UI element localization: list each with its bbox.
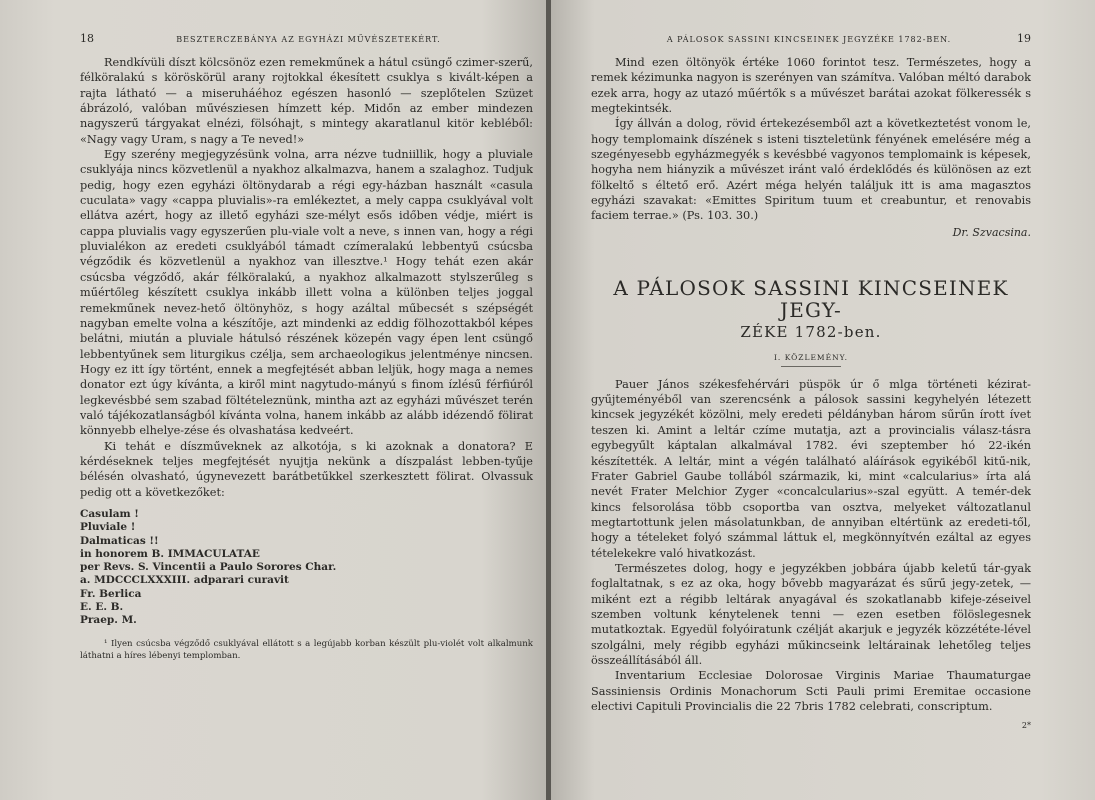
article-title-line-2: ZÉKE 1782-ben. <box>740 322 882 341</box>
inscription-line: Fr. Berlica <box>80 587 142 600</box>
paragraph: Rendkívüli díszt kölcsönöz ezen remekműnek a hátul csüngő czimer-szerű, félköralakú s köröskörül arany rojtokkal ékesített csuklya s kivált-képen a rajta látható — a miseruháéhoz egészen hasonló — szeplőtelen Szüzet ábrázoló, valóban művésziesen hímzett kép. Midőn az ember mindezen nagyszerű tárgyakat elnézi, fölsóhajt, s mintegy akaratlanul kitör kebléből: «Nagy vagy Uram, s nagy a Te neved!» <box>80 56 533 146</box>
right-body-text <box>591 377 1031 715</box>
inscription-line: Pluviale ! <box>80 521 136 534</box>
paragraph: Mind ezen öltönyök értéke 1060 forintot tesz. Természetes, hogy a remek kézimunka nagyon is szerényen van számítva. Valóban méltó darabok ezek arra, hogy az utazó műértők s a művészet barátai azokat fölkeressék s megtekintsék. <box>591 56 1031 116</box>
right-page-header <box>591 32 1031 45</box>
inscription-line: per Revs. S. Vincentii a Paulo Sorores Char. <box>80 561 337 574</box>
left-body-text <box>80 55 533 500</box>
inscription-block <box>80 508 533 628</box>
inscription-line: E. E. B. <box>80 601 124 614</box>
right-page <box>551 0 1095 800</box>
right-intro-text <box>591 55 1031 224</box>
footnote <box>80 638 533 662</box>
inscription-line: Dalmaticas !! <box>80 534 159 547</box>
footnote-text: ¹ Ilyen csúcsba végződő csuklyával ellátott s a legújabb korban készült plu-violét volt alkalmunk láthatni a híres lébenyi templomban. <box>80 638 533 661</box>
paragraph: Egy szerény megjegyzésünk volna, arra nézve tudniillik, hogy a pluviale csuklyája nincs közvetlenül a nyakhoz alkalmazva, hanem a szalaghoz. Tudjuk pedig, hogy ezen egyházi öltönydarab a régi egy-házban használt «casula cuculata» vagy «cappa pluvialis»-ra emlékeztet, a mely cappa csuklyával volt ellátva azért, hogy az illető egyházi sze-mélyt esős időben védje, miért is cappa pluvialis vagy egyszerűen plu-viale volt a neve, s innen van, hogy a régi pluvialékon az eredeti csuklyából támadt czímeralakú lebbentyű csúcsba végződik és közvetlenül a nyakhoz van illesztve.¹ Hogy tehát ezen akár csúcsba végződő, akár félköralakú, a nyakhoz alkalmazott stylszerűleg s műértőleg készített csuklya inkább illett volna a különben teljes joggal remekműnek nevez-hető öltönyhöz, s hogy azáltal műbecsét s szépségét nagyban emelte volna a készítője, azt mindenki az eddig fölhozottakból képes belátni, miután a pluviale hátulsó részének közepén vagy épen lent csüngő lebbentyűnek sem liturgikus czélja, sem archaeologikus jelentménye nincsen. Hogy ez itt így történt, ennek a megfejtését abban leljük, hogy maga a nemes donator ezt úgy kívánta, a kiről mint nagytudo-mányú s finom ízlésű férfiúról legkevésbbé sem szabad föltételeznünk, mintha azt az egyházi művészet terén való tájékozatlanságból kívánta volna, hanem inkább az alább idézendő fölirat könnyebb elhelye-zése és olvashatása kedveért. <box>80 148 533 438</box>
article-title-line-1: A PÁLOSOK SASSINI KINCSEINEK JEGY- <box>613 275 1009 322</box>
paragraph: Ki tehát e díszműveknek az alkotója, s ki azoknak a donatora? E kérdéseknek teljes megfejtését nyujtja nekünk a díszpalást lebben-tyűje bélésén olvasható, úgynevezett barátbetűkkel szerkesztett fölirat. Olvassuk pedig ott a következőket: <box>80 439 533 499</box>
left-page <box>0 0 547 800</box>
inscription-line: Praep. M. <box>80 614 137 627</box>
subheading-rule <box>781 366 841 367</box>
paragraph: Inventarium Ecclesiae Dolorosae Virginis Mariae Thaumaturgae Sassiniensis Ordinis Monachorum Scti Pauli primi Eremitae occasione electivi Capituli Provincialis die 22 7bris 1782 celebrati, conscriptum. <box>591 669 1031 713</box>
inscription-line: Casulam ! <box>80 507 139 520</box>
author-signature: Dr. Szvacsina. <box>952 225 1031 239</box>
inscription-line: in honorem B. IMMACULATAE <box>80 547 260 560</box>
paragraph: Pauer János székesfehérvári püspök úr ő mlga történeti kézirat-gyűjteményéből van szerencsénk a pálosok sassini kegyhelyén létezett kincsek jegyzékét közölni, mely eredeti példányban három sűrűn írott ívet teszen ki. Amint a leltár czíme mutatja, azt a provincialis válasz-tásra egybegyűlt káptalan alkalmával 1782. évi szeptember hó 22-ikén készítették. A leltár, mint a végén található aláírások egyikéből kitű-nik, Frater Gabriel Gaube tollából származik, ki, mint «calcularius» írta alá nevét Frater Melchior Zyger «concalcularius»-szal együtt. A temér-dek kincs felsorolása több csoportba van osztva, melyeket változatlanul megtartottunk jelen másolatunkban, de annyiban eltértünk az eredeti-től, hogy a tételeket folyó számmal láttuk el, megkönnyítvén ezáltal az egyes tételekekre való hivatkozást. <box>591 377 1031 560</box>
signature-mark: 2* <box>1021 721 1031 730</box>
article-subheading <box>591 353 1031 367</box>
left-running-head: BESZTERCZEBÁNYA AZ EGYHÁZI MŰVÉSZETEKÉRT. <box>176 35 441 44</box>
paragraph: Természetes dolog, hogy e jegyzékben jobbára újabb keletű tár-gyak foglaltatnak, s ez az oka, hogy bővebb magyarázat és sűrű jegy-zetek, — miként ezt a régibb leltárak anyagával és szokatlanabb kifeje-zéseivel szemben voltunk kénytelenek tenni — ezen esetben fölöslegesnek mutatkoztak. Egyedül folyóiratunk czélját akarjuk e jegyzék közzététe-lével szolgálni, mely régibb egyházi műkincseink leltárainak lehetőleg teljes összeállításából áll. <box>591 561 1031 667</box>
paragraph: Így állván a dolog, rövid értekezésemből azt a következtetést vonom le, hogy templomaink díszének s isteni tiszteletünk fényének emelésére még a szegényesebb egyházmegyék s kevésbbé vagyonos templomaink is képesek, hogyha nem hiányzik a művészet iránt való érdeklődés és különösen az ezt fölkeltő s éltető erő. Azért méga helyén találjuk itt is ama magasztos egyházi szavakat: «Emittes Spiritum tuum et creabuntur, et renovabis faciem terrae.» (Ps. 103. 30.) <box>591 117 1031 223</box>
right-running-head: A PÁLOSOK SASSINI KINCSEINEK JEGYZÉKE 1782-BEN. <box>666 35 952 44</box>
subheading-text: I. KÖZLEMÉNY. <box>773 352 849 362</box>
inscription-line: a. MDCCCLXXXIII. adparari curavit <box>80 574 289 587</box>
article-title <box>591 277 1031 343</box>
left-page-number: 18 <box>80 32 94 45</box>
left-page-header <box>80 32 533 45</box>
right-page-number: 19 <box>1017 32 1031 45</box>
